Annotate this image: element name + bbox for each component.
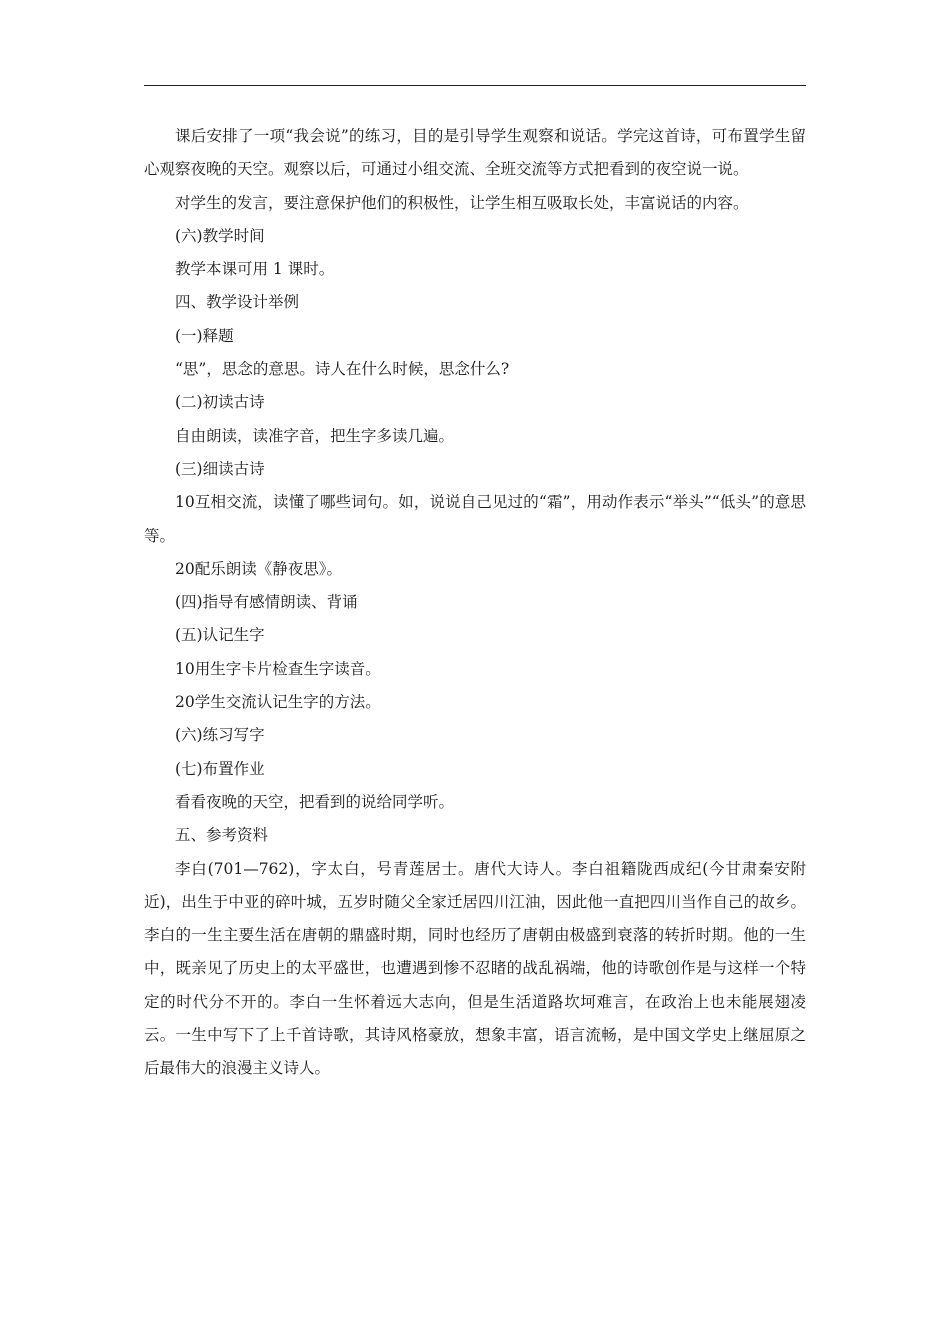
- header-rule: [144, 85, 806, 86]
- paragraph-student-remarks: 对学生的发言，要注意保护他们的积极性，让学生相互吸取长处，丰富说话的内容。: [175, 193, 749, 212]
- section-heading-recognize-characters: (五)认记生字: [175, 626, 265, 645]
- paragraph-exchange-words: 10互相交流，读懂了哪些词句。如，说说自己见过的“霜”，用动作表示“举头”“低头”的意思等。: [144, 493, 806, 545]
- section-heading-design-examples: 四、教学设计举例: [175, 293, 300, 312]
- paragraph-lesson-duration: 教学本课可用 1 课时。: [175, 260, 335, 279]
- paragraph-homework-task: 看看夜晚的天空，把看到的说给同学听。: [175, 792, 455, 811]
- paragraph-music-reading: 20配乐朗读《静夜思》。: [175, 559, 342, 578]
- section-heading-first-reading: (二)初读古诗: [175, 393, 265, 412]
- paragraph-character-methods: 20学生交流认记生字的方法。: [175, 693, 381, 712]
- document-body: [144, 120, 806, 1086]
- paragraph-speaking-exercise: 课后安排了一项“我会说”的练习，目的是引导学生观察和说话。学完这首诗，可布置学生留心观察夜晚的天空。观察以后，可通过小组交流、全班交流等方式把看到的夜空说一说。: [144, 127, 806, 179]
- section-heading-emotional-reading: (四)指导有感情朗读、背诵: [175, 593, 358, 612]
- paragraph-li-bai-biography: 李白(701—762)，字太白，号青莲居士。唐代大诗人。李白祖籍陇西成纪(今甘肃秦安附近)，出生于中亚的碎叶城，五岁时随父全家迁居四川江油，因此他一直把四川当作自己的故乡。李白的一生主要生活在唐朝的鼎盛时期，同时也经历了唐朝由极盛到衰落的转折时期。他的一生中，既亲见了历史上的太平盛世，也遭遇到惨不忍睹的战乱祸端，他的诗歌创作是与这样一个特定的时代分不开的。李白一生怀着远大志向，但是生活道路坎坷难言，在政治上也未能展翅凌云。一生中写下了上千首诗歌，其诗风格豪放，想象丰富，语言流畅，是中国文学史上继屈原之后最伟大的浪漫主义诗人。: [144, 859, 806, 1078]
- paragraph-free-reading: 自由朗读，读准字音，把生字多读几遍。: [175, 426, 455, 445]
- section-heading-references: 五、参考资料: [175, 826, 269, 845]
- section-heading-title-explanation: (一)释题: [175, 326, 234, 345]
- section-heading-teaching-time: (六)教学时间: [175, 226, 265, 245]
- section-heading-close-reading: (三)细读古诗: [175, 459, 265, 478]
- paragraph-character-cards: 10用生字卡片检查生字读音。: [175, 659, 381, 678]
- section-heading-homework: (七)布置作业: [175, 759, 265, 778]
- paragraph-title-meaning: “思”，思念的意思。诗人在什么时候，思念什么?: [175, 360, 510, 379]
- section-heading-writing-practice: (六)练习写字: [175, 726, 265, 745]
